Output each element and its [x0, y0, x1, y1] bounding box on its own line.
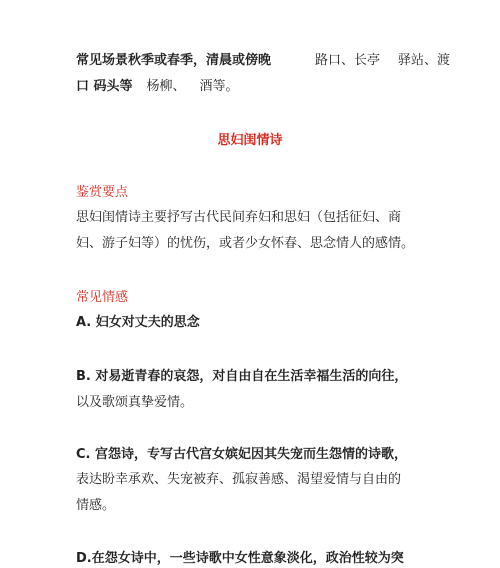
emotion-b-title: B. 对易逝青春的哀怨，对自由自在生活幸福生活的向往， — [76, 369, 408, 384]
scenes-item: 杨柳、 — [146, 79, 186, 94]
scenes-line-2 — [76, 78, 239, 96]
emotion-c-title: C. 宫怨诗，专写古代宫女嫔妃因其失宠而生怨情的诗歌， — [76, 447, 408, 462]
emotion-d-title: D.在怨女诗中，一些诗歌中女性意象淡化，政治性较为突 — [76, 551, 404, 566]
emotion-c-text: 情感。 — [76, 498, 116, 513]
appreciation-text-line: 思妇闺情诗主要抒写古代民间弃妇和思妇（包括征妇、商 — [76, 210, 402, 225]
scenes-bold-text: 常见场景秋季或春季，清晨或傍晚 — [76, 53, 272, 68]
emotion-a: A. 妇女对丈夫的思念 — [76, 315, 200, 330]
emotions-heading: 常见情感 — [76, 290, 129, 305]
emotion-b-text: 以及歌颂真挚爱情。 — [76, 395, 194, 410]
section-title: 思妇闺情诗 — [217, 133, 283, 148]
emotion-c-text: 表达盼幸承欢、失宠被弃、孤寂善感、渴望爱情与自由的 — [76, 472, 402, 487]
scenes-line-1 — [76, 52, 450, 70]
scenes-bold-text: 口 码头等 — [76, 79, 133, 94]
scenes-item: 驿站、渡 — [398, 53, 451, 68]
scenes-item: 酒等。 — [199, 79, 239, 94]
scenes-item: 路口、长亭 — [315, 53, 381, 68]
appreciation-heading: 鉴赏要点 — [76, 185, 129, 200]
appreciation-text-line: 妇、游子妇等）的忧伤，或者少女怀春、思念情人的感情。 — [76, 236, 415, 251]
